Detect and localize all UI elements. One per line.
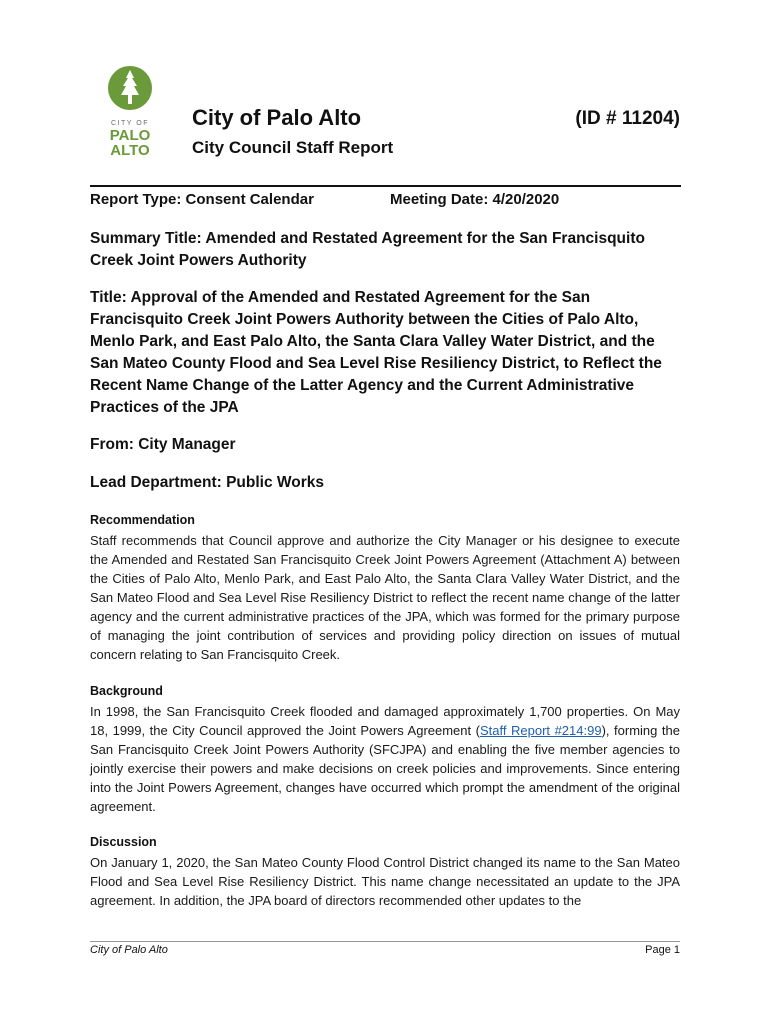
logo-text-mid: PALO: [109, 127, 151, 144]
header-divider: [90, 185, 681, 187]
recommendation-heading: Recommendation: [90, 513, 195, 527]
discussion-heading: Discussion: [90, 835, 157, 849]
org-name: City of Palo Alto: [192, 105, 362, 130]
lead-department: Lead Department: Public Works: [90, 474, 324, 491]
staff-report-link[interactable]: Staff Report #214:99: [480, 723, 602, 738]
background-body: [90, 702, 680, 816]
from-line: From: City Manager: [90, 436, 236, 453]
recommendation-body: Staff recommends that Council approve and authorize the City Manager or his designee to execute the Amended and Restated San Francisquito Creek Joint Powers Agreement (Attachment A) between the Cities of Palo Alto, Menlo Park, and East Palo Alto, the Santa Clara Valley Water District, and the San Mateo Flood and Sea Level Rise Resiliency District to reflect the recent name change of the latter agency and the current administrative practices of the JPA, which was formed for the primary purpose of managing the joint contribution of services and providing policy direction on issues of mutual concern relating to San Francisquito Creek.: [90, 533, 680, 662]
discussion-body: On January 1, 2020, the San Mateo County Flood Control District changed its name to the San Mateo Flood and Sea Level Rise Resiliency District. This name change necessitated an update to the JPA agreement. In addition, the JPA board of directors recommended other updates to the: [90, 855, 680, 908]
report-id: (ID # 11204): [575, 108, 680, 129]
footer-divider: [90, 941, 680, 942]
full-title: Title: Approval of the Amended and Restated Agreement for the San Francisquito Creek Joint Powers Authority between the Cities of Palo Alto, Menlo Park, and East Palo Alto, the Santa Clara Valley Water District, and the San Mateo County Flood and Sea Level Rise Resiliency District, to Reflect the Recent Name Change of the Latter Agency and the Current Administrative Practices of the JPA: [90, 289, 662, 416]
meeting-date: Meeting Date: 4/20/2020: [390, 191, 560, 208]
background-text-before: In 1998, the San Francisquito Creek flooded and damaged approximately 1,700 properties. On May 18, 1999, the City Council approved the Joint Powers Agreement (: [90, 704, 680, 738]
logo-text-top: CITY OF: [111, 120, 149, 127]
report-kind: City Council Staff Report: [192, 138, 394, 157]
summary-title: Summary Title: Amended and Restated Agreement for the San Francisquito Creek Joint Powers Authority: [90, 230, 645, 269]
report-type: Report Type: Consent Calendar: [90, 191, 314, 208]
footer-org: City of Palo Alto: [90, 944, 168, 956]
page-number: Page 1: [645, 944, 680, 956]
background-text-after: ), forming the San Francisquito Creek Joint Powers Authority (SFCJPA) and enabling the five member agencies to jointly exercise their powers and make decisions on creek policies and improvements. Since entering into the Joint Powers Agreement, changes have occurred which prompt the amendment of the original agreement.: [90, 723, 680, 814]
background-heading: Background: [90, 684, 163, 698]
logo-text-bot: ALTO: [110, 142, 150, 159]
city-logo: [104, 62, 164, 162]
